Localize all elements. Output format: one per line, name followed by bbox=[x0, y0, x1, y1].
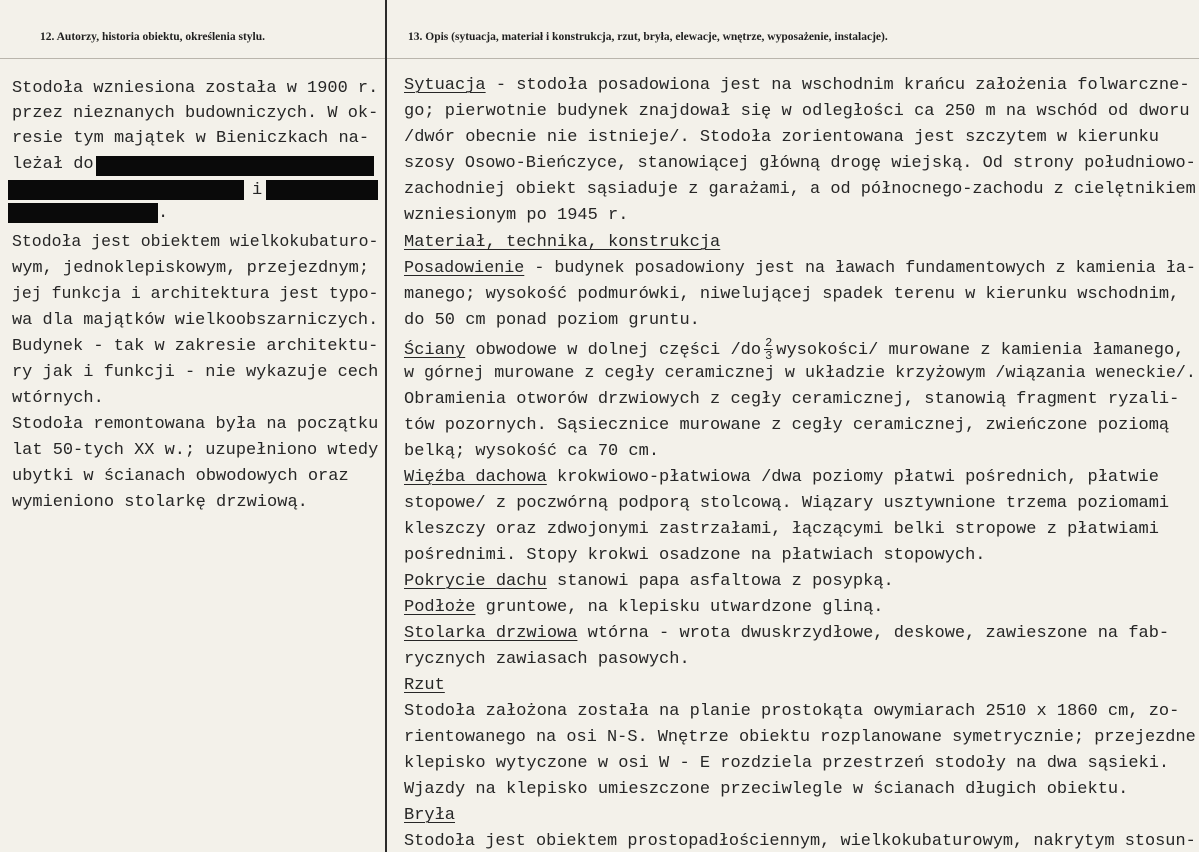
right-line bbox=[404, 806, 455, 826]
section-13-header: 13. Opis (sytuacja, materiał i konstrukcja, rzut, bryła, elewacje, wnętrze, wyposażenie, instalacje). bbox=[408, 31, 888, 43]
subheading: Ściany bbox=[404, 340, 466, 360]
header-divider bbox=[0, 58, 1199, 59]
right-line: rycznych zawiasach pasowych. bbox=[404, 650, 690, 669]
right-line: wzniesionym po 1945 r. bbox=[404, 206, 629, 225]
right-line: rientowanego na osi N-S. Wnętrze obiektu rozplanowane symetrycznie; przejezdne bbox=[404, 728, 1196, 747]
subheading: Rzut bbox=[404, 676, 445, 695]
right-line: Posadowienie - budynek posadowiony jest na ławach fundamentowych z kamienia ła- bbox=[404, 259, 1196, 278]
left-line: i bbox=[252, 181, 263, 200]
left-line: wym, jednoklepiskowym, przejezdnym; bbox=[12, 259, 370, 278]
right-line: kleszczy oraz zdwojonymi zastrzałami, łączącymi belki stropowe z płatwiami bbox=[404, 520, 1159, 539]
right-line: Stolarka drzwiowa wtórna - wrota dwuskrzydłowe, deskowe, zawieszone na fab- bbox=[404, 624, 1170, 643]
left-line: wtórnych. bbox=[12, 389, 104, 408]
left-line: leżał do bbox=[12, 155, 94, 174]
left-line: wa dla majątków wielkoobszarniczych. bbox=[12, 311, 379, 330]
right-line bbox=[404, 676, 445, 696]
left-line: lat 50-tych XX w.; uzupełniono wtedy bbox=[12, 441, 379, 460]
subheading: Materiał, technika, konstrukcja bbox=[404, 233, 721, 252]
section-12-header: 12. Autorzy, historia obiektu, określenia stylu. bbox=[40, 31, 266, 43]
redaction-block bbox=[96, 156, 374, 176]
right-line: Podłoże gruntowe, na klepisku utwardzone gliną. bbox=[404, 598, 884, 617]
subheading: Więźba dachowa bbox=[404, 468, 547, 487]
right-line: Obramienia otworów drzwiowych z cegły ceramicznej, stanowią fragment ryzali- bbox=[404, 390, 1180, 409]
right-line bbox=[404, 233, 720, 253]
subheading: Pokrycie dachu bbox=[404, 572, 547, 591]
right-line: w górnej murowane z cegły ceramicznej w układzie krzyżowym /wiązania weneckie/. bbox=[404, 364, 1196, 383]
right-line: zachodniej obiekt sąsiaduje z garażami, a od północnego-zachodu z cielętnikiem bbox=[404, 180, 1196, 199]
left-line: ry jak i funkcji - nie wykazuje cech bbox=[12, 363, 379, 382]
right-line: manego; wysokość podmurówki, niwelującej spadek terenu w kierunku wschodnim, bbox=[404, 285, 1180, 304]
left-line: Budynek - tak w zakresie architektu- bbox=[12, 337, 379, 356]
left-line: wymieniono stolarkę drzwiową. bbox=[12, 493, 308, 512]
fraction-two-thirds: $\frac{2}{3}$ bbox=[765, 336, 773, 363]
right-line: /dwór obecnie nie istnieje/. Stodoła zorientowana jest szczytem w kierunku bbox=[404, 128, 1159, 147]
subheading: Podłoże bbox=[404, 598, 476, 617]
right-line: Stodoła założona została na planie prostokąta owymiarach 2510 x 1860 cm, zo- bbox=[404, 702, 1180, 721]
subheading: Stolarka drzwiowa bbox=[404, 624, 578, 643]
redaction-block bbox=[8, 180, 244, 200]
left-line: ubytki w ścianach obwodowych oraz bbox=[12, 467, 349, 486]
right-line: Stodoła jest obiektem prostopadłościennym, wielkokubaturowym, nakrytym stosun- bbox=[404, 832, 1196, 851]
column-divider bbox=[385, 0, 387, 852]
right-line: go; pierwotnie budynek znajdował się w odległości ca 250 m na wschód od dworu bbox=[404, 102, 1190, 121]
redaction-block bbox=[8, 203, 158, 223]
left-line: Stodoła remontowana była na początku bbox=[12, 415, 379, 434]
right-line: pośrednimi. Stopy krokwi osadzone na płatwiach stopowych. bbox=[404, 546, 986, 565]
right-line: do 50 cm ponad poziom gruntu. bbox=[404, 311, 700, 330]
subheading: Bryła bbox=[404, 806, 456, 825]
left-line: Stodoła wzniesiona została w 1900 r. bbox=[12, 79, 379, 98]
right-line: szosy Osowo-Bieńczyce, stanowiącej główną drogę wiejską. Od strony południowo- bbox=[404, 154, 1196, 173]
subheading: Sytuacja bbox=[404, 76, 486, 95]
redaction-block bbox=[266, 180, 378, 200]
right-line: Sytuacja - stodoła posadowiona jest na wschodnim krańcu założenia folwarczne- bbox=[404, 76, 1190, 95]
left-line: jej funkcja i architektura jest typo- bbox=[12, 285, 379, 304]
right-line: tów pozornych. Sąsiecznice murowane z cegły ceramicznej, zwieńczone poziomą bbox=[404, 416, 1170, 435]
left-line: przez nieznanych budowniczych. W ok- bbox=[12, 104, 379, 123]
right-line: Ściany obwodowe w dolnej części /do $\frac{2}{3}$ wysokości/ murowane z kamienia łamanego, bbox=[404, 336, 1185, 363]
right-line: belką; wysokość ca 70 cm. bbox=[404, 442, 660, 461]
right-line: Wjazdy na klepisko umieszczone przeciwlegle w ścianach długich obiektu. bbox=[404, 780, 1129, 799]
right-line: klepisko wytyczone w osi W - E rozdziela przestrzeń stodoły na dwa sąsieki. bbox=[404, 754, 1170, 773]
right-line: Pokrycie dachu stanowi papa asfaltowa z posypką. bbox=[404, 572, 894, 591]
left-line: resie tym majątek w Bieniczkach na- bbox=[12, 129, 370, 148]
left-line: . bbox=[158, 204, 169, 223]
right-line: stopowe/ z poczwórną podporą stolcową. Wiązary usztywnione trzema poziomami bbox=[404, 494, 1170, 513]
right-line: Więźba dachowa krokwiowo-płatwiowa /dwa poziomy płatwi pośrednich, płatwie bbox=[404, 468, 1159, 487]
left-line: Stodoła jest obiektem wielkokubaturo- bbox=[12, 233, 379, 252]
subheading: Posadowienie bbox=[404, 259, 525, 278]
